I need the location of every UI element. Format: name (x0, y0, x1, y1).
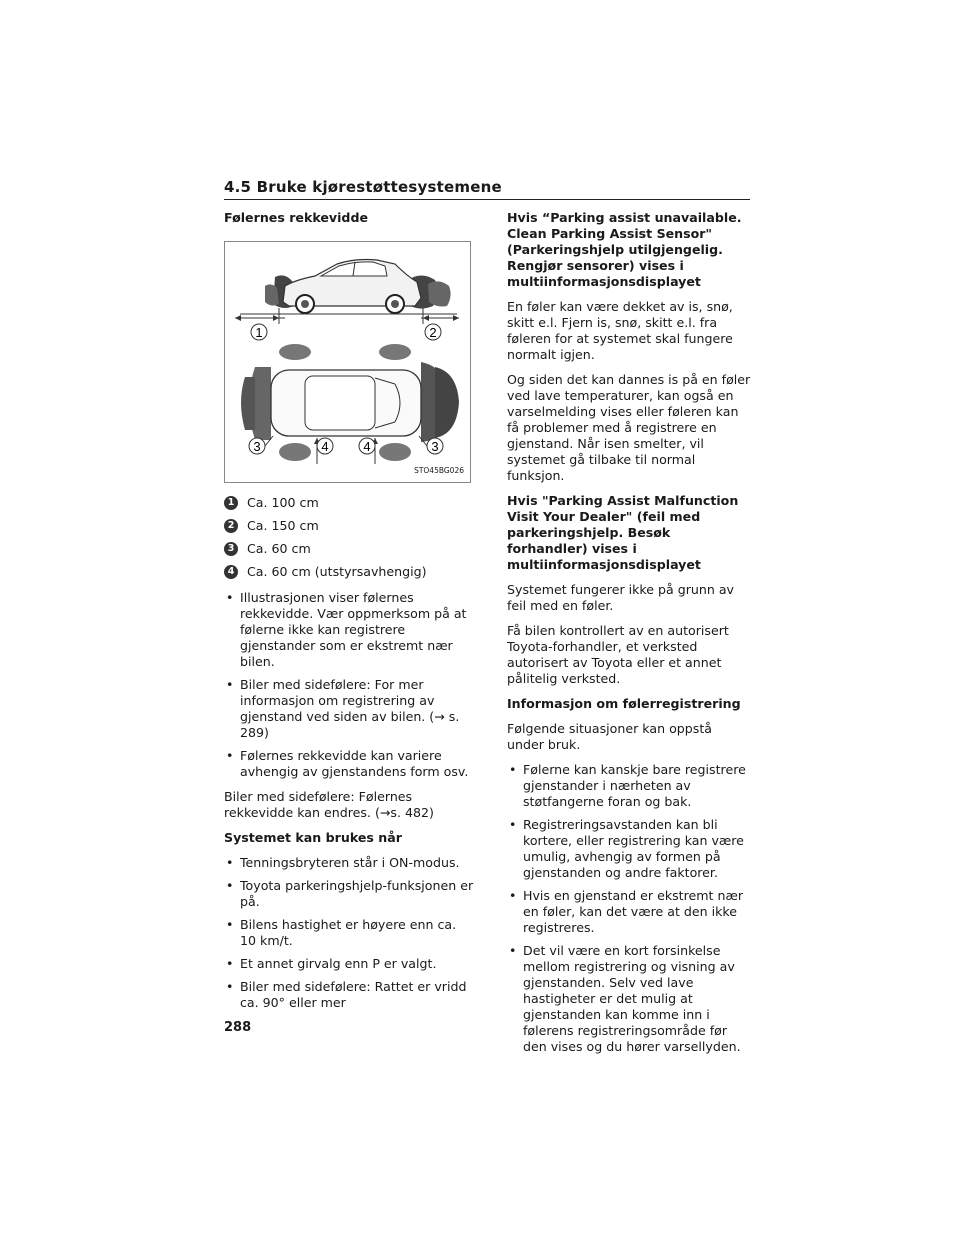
callout-number: 1 (224, 496, 238, 510)
list-item: • Biler med sidefølere: Rattet er vridd ca. 90° eller mer (224, 979, 474, 1011)
marker-4-right: 4 (363, 439, 371, 454)
callout-number: 2 (224, 519, 238, 533)
detection-info-heading: Informasjon om følerregistrering (507, 696, 741, 711)
list-item: • Følerne kan kanskje bare registrere gjenstander i nærheten av støtfangerne foran og bak. (507, 762, 752, 810)
sensor-range-figure (224, 241, 471, 483)
sensor-range-illustration (225, 242, 470, 482)
malfunction-text-1: Systemet fungerer ikke på grunn av feil med en føler. (507, 582, 735, 613)
left-column (224, 210, 474, 1020)
callout-number: 3 (224, 542, 238, 556)
detection-info-intro: Følgende situasjoner kan oppstå under bruk. (507, 721, 712, 752)
unavailable-text-2: Og siden det kan dannes is på en føler ved lave temperaturer, kan også en varselmelding vises eller føleren kan få problemer med å registrere en gjenstand. Når isen smelter, vil systemet gå tilbake til normal funksjon. (507, 372, 751, 483)
right-column (507, 210, 752, 1064)
list-item: • Bilens hastighet er høyere enn ca. 10 km/t. (224, 917, 474, 949)
list-item: • Illustrasjonen viser følernes rekkevidde. Vær oppmerksom på at følerne ikke kan registrere gjenstander som er ekstremt nær bilen. (224, 590, 474, 670)
callout-text: Ca. 100 cm (247, 495, 319, 510)
range-heading: Følernes rekkevidde (224, 210, 369, 225)
list-item: • Følernes rekkevidde kan variere avhengig av gjenstandens form osv. (224, 748, 474, 780)
page-number: 288 (224, 1020, 252, 1035)
list-item: • Tenningsbryteren står i ON-modus. (224, 855, 474, 871)
range-notes (224, 590, 474, 780)
car-top-view (241, 344, 459, 464)
callout-item (224, 518, 474, 534)
list-item: • Registreringsavstanden kan bli kortere, eller registrering kan være umulig, avhengig av formen på gjenstanden og andre faktorer. (507, 817, 752, 881)
callout-item (224, 495, 474, 511)
callout-item (224, 564, 474, 580)
callout-item (224, 541, 474, 557)
unavailable-heading: Hvis “Parking assist unavailable. Clean Parking Assist Sensor" (Parkeringshjelp utilgjengelig. Rengjør sensorer) vises i multiinformasjonsdisplayet (507, 210, 742, 289)
callout-text: Ca. 150 cm (247, 518, 319, 533)
section-title: 4.5 Bruke kjørestøttesystemene (224, 178, 502, 196)
malfunction-heading: Hvis "Parking Assist Malfunction Visit Your Dealer" (feil med parkeringshjelp. Besøk forhandler) vises i multiinformasjonsdisplayet (507, 493, 739, 572)
list-item: • Toyota parkeringshjelp-funksjonen er på. (224, 878, 474, 910)
marker-4-left: 4 (321, 439, 329, 454)
malfunction-text-2: Få bilen kontrollert av en autorisert Toyota-forhandler, et verksted autorisert av Toyota eller et annet pålitelig verksted. (507, 623, 729, 686)
side-sensor-paragraph: Biler med sidefølere: Følernes rekkevidde kan endres. (→s. 482) (224, 789, 434, 820)
usage-conditions (224, 855, 474, 1011)
marker-3-left: 3 (253, 439, 261, 454)
marker-2: 2 (429, 325, 437, 340)
list-item: • Hvis en gjenstand er ekstremt nær en føler, kan det være at den ikke registreres. (507, 888, 752, 936)
unavailable-text-1: En føler kan være dekket av is, snø, skitt e.l. Fjern is, snø, skitt e.l. fra føleren for at systemet skal fungere normalt igjen. (507, 299, 733, 362)
marker-3-right: 3 (431, 439, 439, 454)
usage-heading: Systemet kan brukes når (224, 830, 402, 845)
detection-info-list (507, 762, 752, 1055)
marker-1: 1 (255, 325, 263, 340)
header-rule (224, 199, 750, 200)
list-item: • Et annet girvalg enn P er valgt. (224, 956, 474, 972)
list-item: • Det vil være en kort forsinkelse mellom registrering og visning av gjenstanden. Selv ved lave hastigheter er det mulig at gjenstanden kan komme inn i følerens registreringsområde før den vises og du hører varsellyden. (507, 943, 752, 1055)
car-side-view (235, 260, 459, 341)
callout-text: Ca. 60 cm (utstyrsavhengig) (247, 564, 427, 579)
callout-text: Ca. 60 cm (247, 541, 311, 556)
figure-code: STO45BG026 (414, 466, 464, 475)
list-item: • Biler med sidefølere: For mer informasjon om registrering av gjenstand ved siden av bilen. (→ s. 289) (224, 677, 474, 741)
callout-number: 4 (224, 565, 238, 579)
